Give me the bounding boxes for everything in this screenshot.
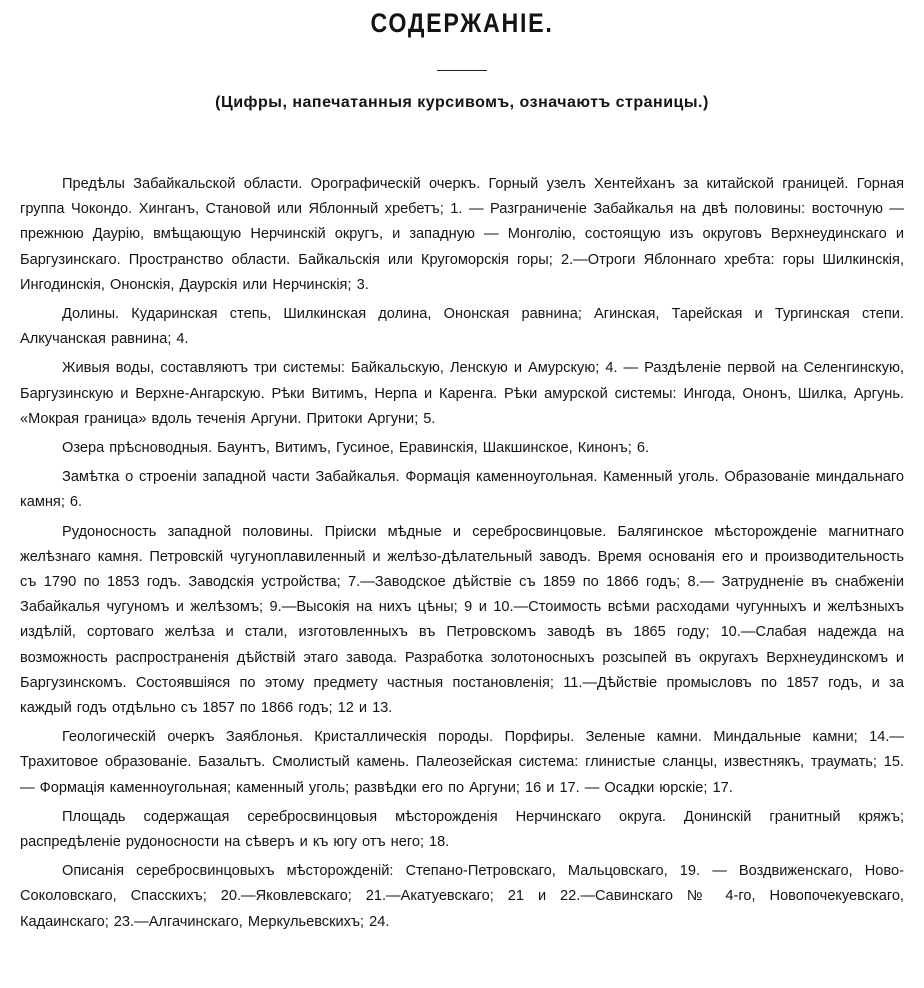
page-title: СОДЕРЖАНІЕ. xyxy=(370,8,554,38)
contents-paragraph: Предѣлы Забайкальской области. Орографическій очеркъ. Горный узелъ Хентейханъ за китайской границей. Горная группа Чокондо. Хинганъ, Становой или Яблонный хребетъ; 1. — Разграниченіе Забайкалья на двѣ половины: восточную — прежнюю Даурію, вмѣщающую Нерчинскій округъ, и западную — Монголію, состоящую изъ округовъ Верхнеудинскаго и Баргузинскаго. Пространство области. Байкальскія или Кругоморскія горы; 2.—Отроги Яблоннаго хребта: горы Шилкинскія, Ингодинскія, Ононскія, Даурскія или Нерчинскія; 3. xyxy=(20,176,904,293)
contents-paragraph: Живыя воды, составляютъ три системы: Байкальскую, Ленскую и Амурскую; 4. — Раздѣленіе первой на Селенгинскую, Баргузинскую и Верхне-Ангарскую. Рѣки Витимъ, Нерпа и Каренга. Рѣки амурской системы: Ингода, Ононъ, Шилка, Аргунь. «Мокрая граница» вдоль теченія Аргуни. Притоки Аргуни; 5. xyxy=(20,360,904,427)
contents-paragraph: Рудоносность западной половины. Пріиски мѣдные и серебросвинцовые. Балягинское мѣсторожденіе магнитнаго желѣзнаго камня. Петровскій чугуноплавиленный и желѣзо-дѣлательный заводъ. Время основанія его и производительность съ 1790 по 1853 годъ. Заводскія устройства; 7.—Заводское дѣйствіе съ 1859 по 1866 годъ; 8.— Затрудненіе въ снабженіи Забайкалья чугуномъ и желѣзомъ; 9.—Высокія на нихъ цѣны; 9 и 10.—Стоимость всѣми расходами чугунныхъ и желѣзныхъ издѣлій, сортоваго желѣза и стали, изготовленныхъ въ Петровскомъ заводѣ въ 1865 году; 10.—Слабая надежда на возможность распространенія дѣйствій этаго завода. Разработка золотоносныхъ розсыпей въ округахъ Верхнеудинскомъ и Баргузинскомъ. Состоявшіяся по этому предмету частныя постановленія; 11.—Дѣйствіе промысловъ по 1857 годъ, и за каждый годъ отдѣльно съ 1857 по 1866 годъ; 12 и 13. xyxy=(20,523,904,717)
contents-body xyxy=(20,172,904,939)
contents-paragraph: Замѣтка о строеніи западной части Забайкалья. Формація каменноугольная. Каменный уголь. Образованіе миндальнаго камня; 6. xyxy=(20,469,904,511)
title-divider xyxy=(437,70,487,71)
contents-paragraph: Долины. Кударинская степь, Шилкинская долина, Ононская равнина; Агинская, Тарейская и Тургинская степи. Алкучанская равнина; 4. xyxy=(20,306,904,348)
contents-paragraph: Площадь содержащая серебросвинцовыя мѣсторожденія Нерчинскаго округа. Донинскій гранитный кряжъ; распредѣленіе рудоносности на сѣверъ и къ югу отъ него; 18. xyxy=(20,808,904,851)
contents-paragraph: Описанія серебросвинцовыхъ мѣсторожденій: Степано-Петровскаго, Мальцовскаго, 19. — Воздвиженскаго, Ново-Соколовскаго, Спасскихъ; 20.—Яковлевскаго; 21.—Акатуевскаго; 21 и 22.—Савинскаго № 4-го, Новопочекуевскаго, Кадаинскаго; 23.—Алгачинскаго, Меркульевскихъ; 24. xyxy=(20,863,904,930)
contents-paragraph: Геологическій очеркъ Заяблонья. Кристаллическія породы. Порфиры. Зеленые камни. Миндальные камни; 14.— Трахитовое образованіе. Базальтъ. Смолистый камень. Палеозейская система: глинистые сланцы, известнякъ, траумать; 15. — Формація каменноугольная; каменный уголь; развѣдки его по Аргуни; 16 и 17. — Осадки юрскіе; 17. xyxy=(20,729,904,796)
contents-paragraph: Озера прѣсноводныя. Баунтъ, Витимъ, Гусиное, Еравинскія, Шакшинское, Кинонъ; 6. xyxy=(62,440,650,457)
page-note: (Цифры, напечатанныя курсивомъ, означаютъ страницы.) xyxy=(215,94,709,111)
